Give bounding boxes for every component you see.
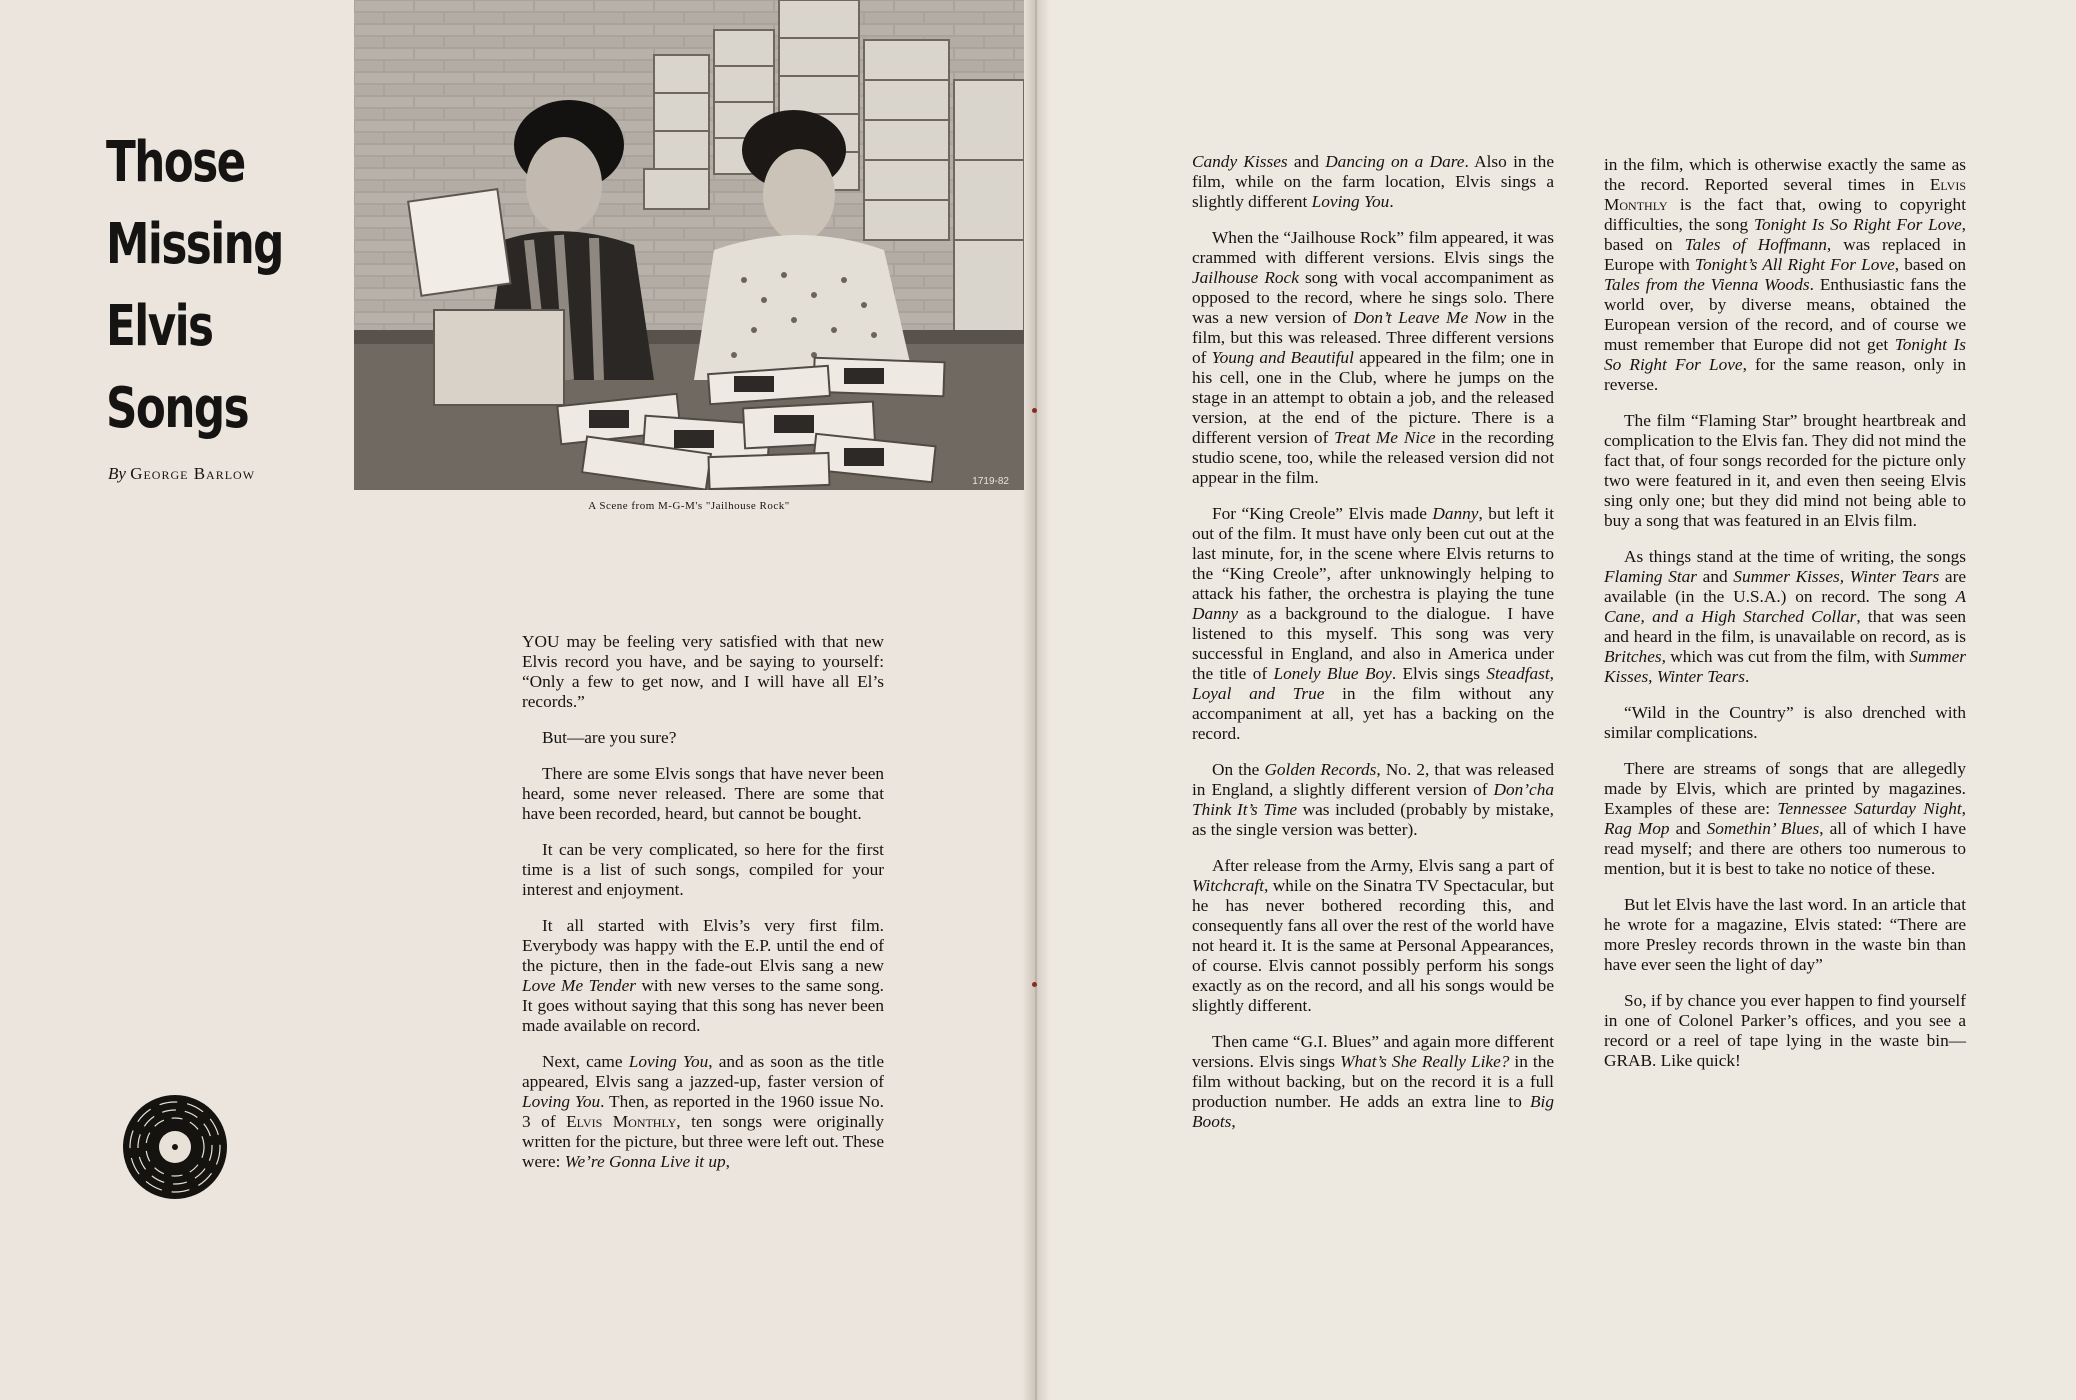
article-paragraph: On the Golden Records, No. 2, that was released in England, a slightly different version of Don’cha Think It’s Time was included (probably by mistake, as the single version was better). (1192, 760, 1555, 839)
article-paragraph: So, if by chance you ever happen to find yourself in one of Colonel Parker’s offices, and you see a record or a reel of tape lying in the waste bin—GRAB. Like quick! (1604, 991, 1966, 1070)
staple-dot (1032, 408, 1037, 413)
byline-prefix: By (108, 464, 126, 483)
article-paragraph: Next, came Loving You, and as soon as the title appeared, Elvis sang a jazzed-up, faster version of Loving You. Then, as reported in the 1960 issue No. 3 of Elvis Monthly, ten songs were originally written for the picture, but three were left out. These were: We’re Gonna Live it up, (522, 1052, 885, 1171)
article-paragraph: Then came “G.I. Blues” and again more different versions. Elvis sings What’s She Really Like? in the film without backing, but on the record it is a full production number. He adds an extra line to Big Boots, (1192, 1032, 1555, 1131)
article-paragraph: When the “Jailhouse Rock” film appeared, it was crammed with different versions. Elvis sings the Jailhouse Rock song with vocal accompaniment as opposed to the record, where he sings solo. There was a new version of Don’t Leave Me Now in the film, but this was released. Three different versions of Young and Beautiful appeared in the film; one in his cell, one in the Club, where he jumps on the stage in an attempt to obtain a job, and the released version, at the end of the picture. There is a different version of Treat Me Nice in the recording studio scene, too, while the released version did not appear in the film. (1192, 228, 1555, 487)
article-paragraph: But—are you sure? (542, 728, 677, 747)
article-paragraph: Candy Kisses and Dancing on a Dare. Also in the film, while on the farm location, Elvis sings a slightly different Loving You. (1192, 152, 1554, 211)
film-still-photo (354, 0, 1024, 490)
article-paragraph: “Wild in the Country” is also drenched with similar complications. (1604, 703, 1966, 742)
print-number: 1719-82 (972, 476, 1009, 487)
article-paragraph: After release from the Army, Elvis sang a part of Witchcraft, while on the Sinatra TV Spectacular, but he has never bothered recording this, and consequently fans all over the rest of the world have not heard it. It is the same at Personal Appearances, of course. Elvis cannot possibly perform his songs exactly as on the record, and all his songs would be slightly different. (1192, 856, 1554, 1015)
byline (108, 464, 255, 484)
article-paragraph: For “King Creole” Elvis made Danny, but left it out of the film. It must have only been cut out at the last minute, for, in the scene where Elvis returns to the “King Creole”, after unknowingly helping to attack his father, the orchestra is playing the tune Danny as a background to the dialogue. I have listened to this myself. This song was very successful in England, and also in America under the title of Lonely Blue Boy. Elvis sings Steadfast, Loyal and True in the film without any accompaniment at all, yet has a backing on the record. (1192, 504, 1555, 743)
photo-caption: A Scene from M-G-M's "Jailhouse Rock" (588, 500, 790, 512)
title-line: Elvis (106, 294, 213, 359)
title-line: Missing (106, 212, 283, 277)
article-paragraph: in the film, which is otherwise exactly the same as the record. Reported several times in Elvis Monthly is the fact that, owing to copyright difficulties, the song Tonight Is So Right For Love, based on Tales of Hoffmann, was replaced in Europe with Tonight’s All Right For Love, based on Tales from the Vienna Woods. Enthusiastic fans the world over, by diverse means, obtained the European version of the record, and of course we must remember that Europe did not get Tonight Is So Right For Love, for the same reason, only in reverse. (1604, 155, 1966, 394)
staple-dot (1032, 982, 1037, 987)
article-paragraph: It all started with Elvis’s very first film. Everybody was happy with the E.P. until the end of the picture, then in the fade-out Elvis sang a new Love Me Tender with new verses to the same song. It goes without saying that this song has never been made available on record. (522, 916, 884, 1035)
title-line: Those (106, 130, 245, 195)
article-column-1 (522, 632, 884, 1172)
record-graphic (120, 1092, 230, 1202)
article-column-2 (1192, 152, 1554, 1132)
article-paragraph: YOU may be feeling very satisfied with that new Elvis record you have, and be saying to yourself: “Only a few to get now, and I will have all El’s records.” (522, 632, 884, 711)
article-paragraph: There are streams of songs that are allegedly made by Elvis, which are printed by magazines. Examples of these are: Tennessee Saturday Night, Rag Mop and Somethin’ Blues, all of which I have read myself; and there are others too numerous to mention, but it is best to take no notice of these. (1604, 759, 1967, 878)
article-title (106, 122, 293, 450)
article-column-3 (1604, 155, 1966, 1071)
vinyl-record-icon (120, 1092, 230, 1202)
binding-gutter (1022, 0, 1050, 1400)
article-paragraph: The film “Flaming Star” brought heartbreak and complication to the Elvis fan. They did not mind the fact that, of four songs recorded for the picture only two were featured in it, and even then seeing Elvis sing only one; but they did mind not being able to buy a song that was featured in an Elvis film. (1604, 411, 1966, 530)
film-still-illustration (354, 0, 1024, 490)
article-paragraph: As things stand at the time of writing, the songs Flaming Star and Summer Kisses, Winter Tears are available (in the U.S.A.) on record. The song A Cane, and a High Starched Collar, that was seen and heard in the film, is unavailable on record, as is Britches, which was cut from the film, with Summer Kisses, Winter Tears. (1604, 547, 1967, 686)
article-paragraph: There are some Elvis songs that have never been heard, some never released. There are some that have been recorded, heard, but cannot be bought. (522, 764, 884, 823)
article-paragraph: It can be very complicated, so here for the first time is a list of such songs, compiled for your interest and enjoyment. (522, 840, 884, 899)
title-line: Songs (106, 376, 249, 441)
article-paragraph: But let Elvis have the last word. In an article that he wrote for a magazine, Elvis stated: “There are more Presley records thrown in the waste bin than have ever seen the light of day” (1604, 895, 1966, 974)
author-name: George Barlow (130, 464, 256, 483)
